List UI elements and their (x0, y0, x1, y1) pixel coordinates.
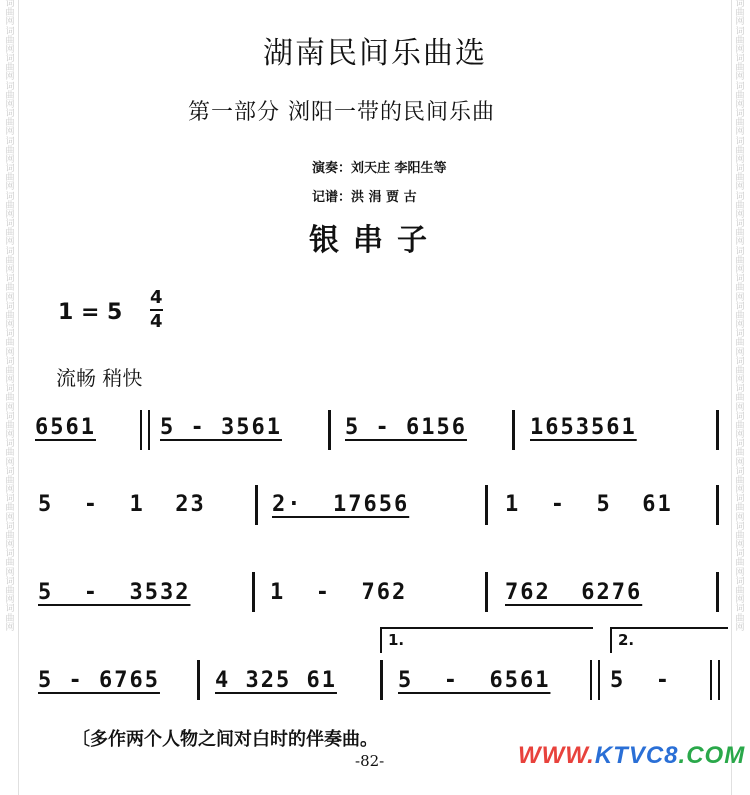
time-signature-top: 4 (150, 287, 163, 308)
watermark-part-a: WWW. (518, 742, 595, 769)
right-rule (731, 0, 732, 795)
measure-1-2: 5 - 3561 (160, 415, 282, 440)
key-signature: 1 = 5 (58, 300, 123, 325)
collection-title: 湖南民间乐曲选 (263, 36, 487, 71)
left-rule (18, 0, 19, 795)
measure-1-4: 1653561 (530, 415, 637, 440)
barline (485, 572, 488, 612)
measure-3-1: 5 - 3532 (38, 580, 191, 605)
tempo-marking: 流畅 稍快 (56, 366, 143, 390)
repeat-end-barline (590, 660, 600, 700)
measure-2-2: 2· 17656 (272, 492, 410, 517)
measure-3-3: 762 6276 (505, 580, 643, 605)
time-signature (150, 288, 163, 332)
barline (197, 660, 200, 700)
watermark-part-c: .COM (678, 742, 746, 769)
barline (716, 485, 719, 525)
measure-3-2: 1 - 762 (270, 580, 408, 605)
side-watermark-left: 词曲网词曲网词曲网词曲网词曲网词曲网词曲网词曲网词曲网词曲网词曲网词曲网词曲网词曲网词曲网词曲网词曲网词曲网词曲网词曲网词曲网词曲网词曲网 (5, 0, 15, 633)
page-number: -82- (355, 752, 385, 770)
barline (716, 410, 719, 450)
final-barline (710, 660, 720, 700)
barline (485, 485, 488, 525)
barline (252, 572, 255, 612)
repeat-start-barline (140, 410, 150, 450)
song-title: 银串子 (309, 223, 441, 258)
measure-4-3: 5 - 6561 (398, 668, 551, 693)
measure-4-2: 4 325 61 (215, 668, 337, 693)
time-signature-bottom: 4 (150, 311, 163, 332)
measure-4-4: 5 - (610, 668, 671, 693)
side-watermark-right: 词曲网词曲网词曲网词曲网词曲网词曲网词曲网词曲网词曲网词曲网词曲网词曲网词曲网词曲网词曲网词曲网词曲网词曲网词曲网词曲网词曲网词曲网词曲网 (735, 0, 745, 633)
performers-credit: 演奏：刘天庄 李阳生等 (312, 161, 447, 176)
volta-second-ending: 2. (610, 627, 728, 653)
transcribers-credit: 记谱：洪 涓 贾 古 (312, 190, 417, 205)
volta-first-ending: 1. (380, 627, 593, 653)
measure-4-1: 5 - 6765 (38, 668, 160, 693)
barline (328, 410, 331, 450)
measure-2-1: 5 - 1 23 (38, 492, 206, 517)
barline (512, 410, 515, 450)
watermark-part-b: KTVC8 (594, 742, 679, 769)
barline (255, 485, 258, 525)
section-subtitle: 第一部分 浏阳一带的民间乐曲 (188, 100, 495, 125)
measure-1-3: 5 - 6156 (345, 415, 467, 440)
footnote: 〔多作两个人物之间对白时的伴奏曲。 (72, 729, 378, 750)
measure-2-3: 1 - 5 61 (505, 492, 673, 517)
site-watermark (518, 742, 745, 770)
measure-1-1: 6561 (35, 415, 96, 440)
barline (380, 660, 383, 700)
barline (716, 572, 719, 612)
